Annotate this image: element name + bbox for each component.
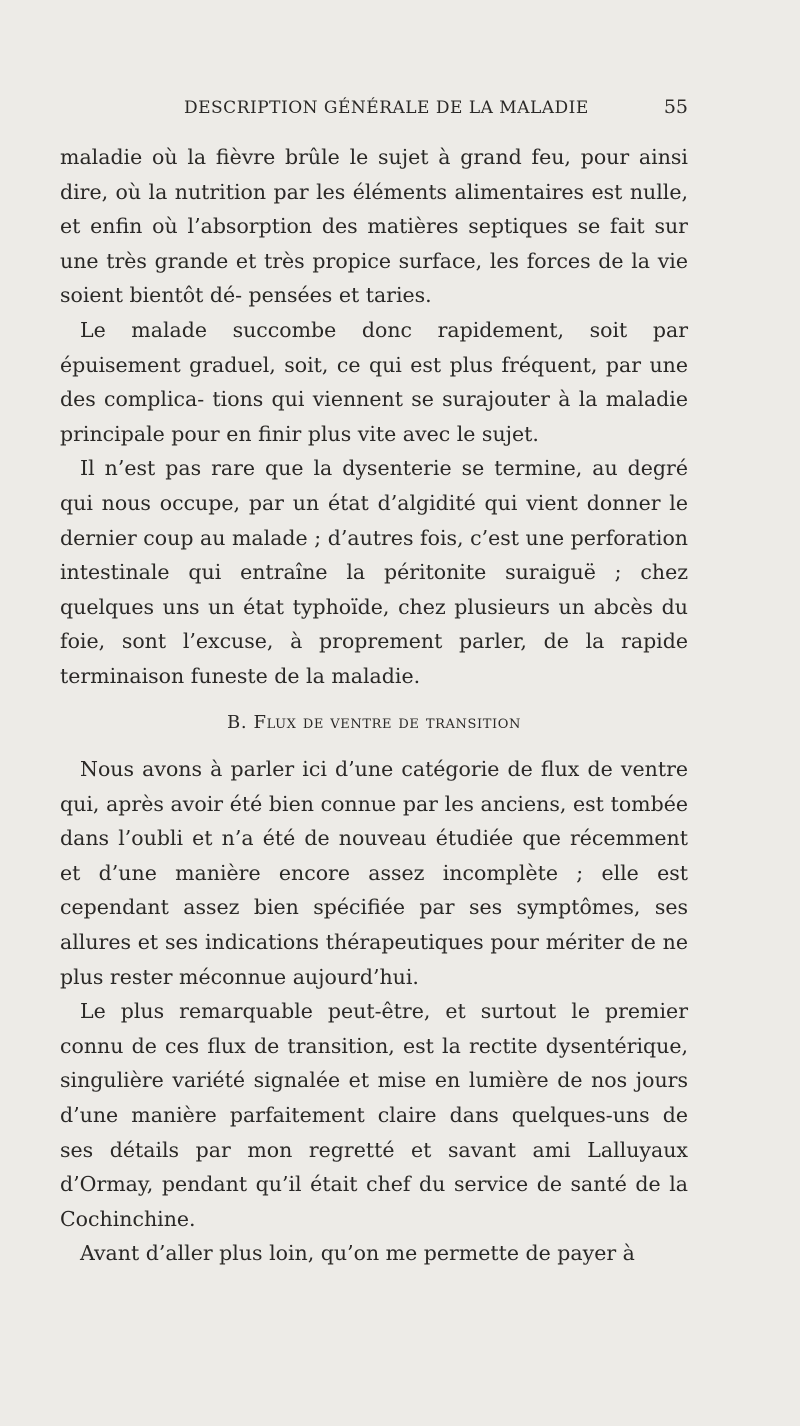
body-text [60, 140, 688, 1271]
paragraph: Le plus remarquable peut-être, et surtout le premier connu de ces flux de transition, est la rectite dysentérique, singulière variété signalée et mise en lumière de nos jours d’une manière parfaitement claire dans quelques-uns de ses détails par mon regretté et savant ami Lalluyaux d’Ormay, pendant qu’il était chef du service de santé de la Cochinchine. [60, 999, 688, 1231]
page-number: 55 [663, 96, 688, 118]
page-header [60, 88, 688, 128]
section-heading: B. Flux de ventre de transition [227, 711, 521, 733]
paragraph: Il n’est pas rare que la dysenterie se termine, au degré qui nous occupe, par un état d’algidité qui vient donner le dernier coup au malade ; d’autres fois, c’est une perforation intestinale qui entraîne la péritonite suraiguë ; chez quelques uns un état typhoïde, chez plusieurs un abcès du foie, sont l’excuse, à proprement parler, de la rapide terminaison funeste de la maladie. [60, 456, 688, 688]
paragraph: Le malade succombe donc rapidement, soit par épuisement graduel, soit, ce qui est plus fréquent, par une des complica- tions qui viennent se surajouter à la maladie principale pour en finir plus vite avec le sujet. [60, 317, 688, 446]
paragraph: Avant d’aller plus loin, qu’on me permette de payer à [80, 1241, 635, 1266]
paragraph-continuation: maladie où la fièvre brûle le sujet à grand feu, pour ainsi dire, où la nutrition par les éléments alimentaires est nulle, et enfin où l’absorption des matières septiques se fait sur une très grande et très propice surface, les forces de la vie soient bientôt dé- pensées et taries. [60, 145, 688, 308]
book-page [60, 88, 688, 1271]
running-head: DESCRIPTION GÉNÉRALE DE LA MALADIE [184, 98, 589, 118]
paragraph: Nous avons à parler ici d’une catégorie de flux de ventre qui, après avoir été bien connue par les anciens, est tombée dans l’oubli et n’a été de nouveau étudiée que récemment et d’une manière encore assez incomplète ; elle est cependant assez bien spécifiée par ses symptômes, ses allures et ses indications thérapeutiques pour mériter de ne plus rester méconnue aujourd’hui. [60, 757, 688, 989]
